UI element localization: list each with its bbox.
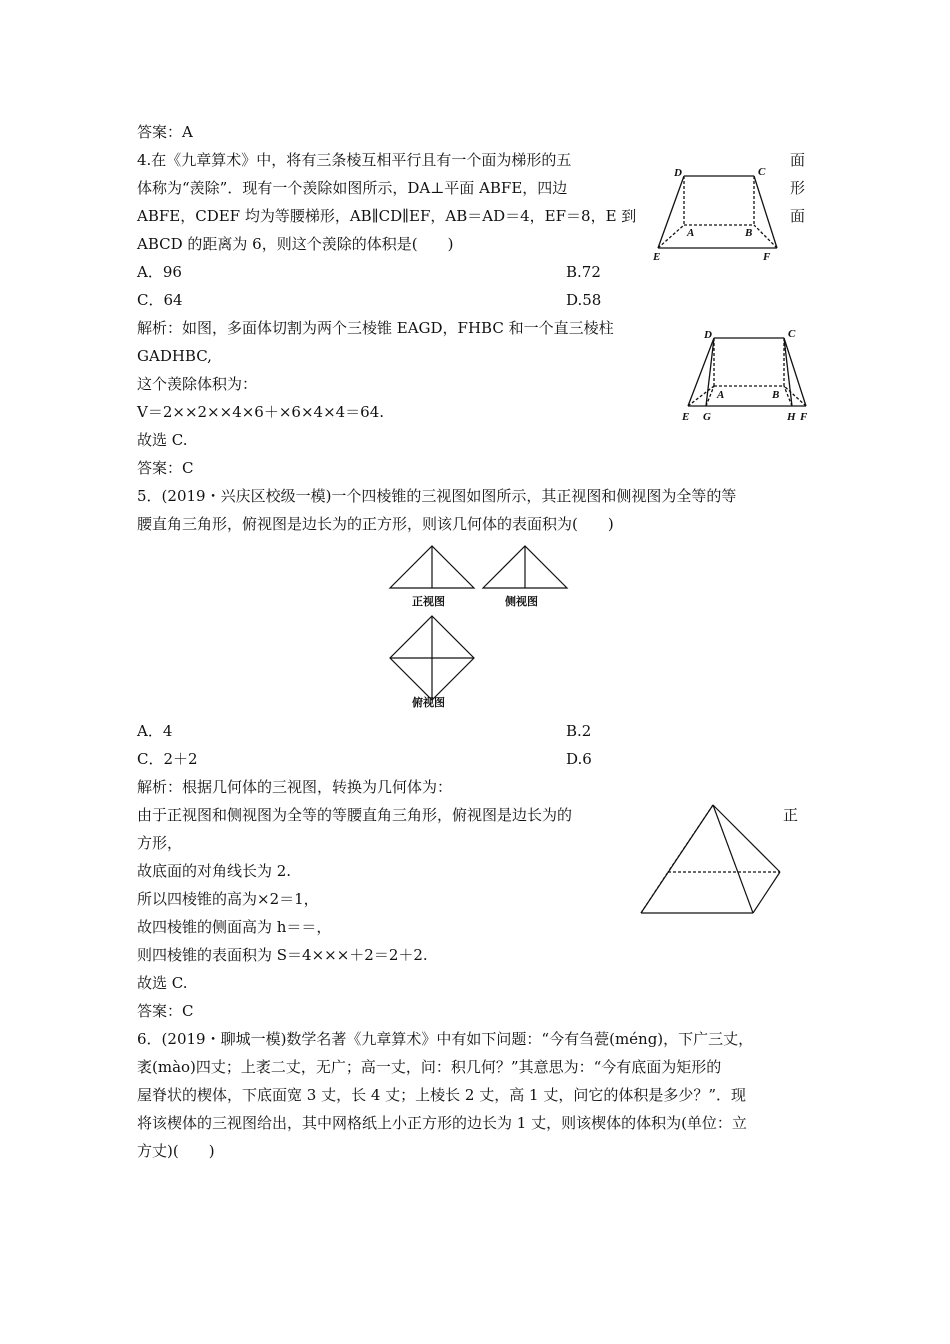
label-f: F — [800, 411, 808, 423]
text-line: 体称为“羡除”．现有一个羡除如图所示，DA⊥平面 ABFE，四边 — [137, 179, 568, 197]
side-view-caption: 侧视图 — [505, 595, 538, 608]
figure-xianchu — [650, 160, 782, 265]
label-e: E — [682, 411, 690, 423]
text-line: 将该楔体的三视图给出，其中网格纸上小正方形的边长为 1 丈，则该楔体的体积为(单位：立 — [137, 1114, 747, 1132]
text-line: 答案：A — [137, 123, 193, 141]
text-line: 方丈)( ) — [137, 1142, 215, 1160]
option-c: C．2＋2 — [137, 750, 198, 768]
top-view-caption: 俯视图 — [412, 696, 445, 709]
text-line: GADHBC, — [137, 347, 212, 365]
text-line: 解析：根据几何体的三视图，转换为几何体为： — [137, 778, 453, 796]
label-c: C — [788, 328, 796, 340]
label-a: A — [687, 227, 695, 239]
text-line: 腰直角三角形，俯视图是边长为的正方形，则该几何体的表面积为( ) — [137, 515, 614, 533]
text-line: 方形， — [137, 834, 183, 852]
text-line: 故选 C. — [137, 974, 188, 992]
figure-xianchu-cut — [676, 326, 816, 426]
option-a: A．96 — [137, 263, 182, 281]
text-line: 袤(mào)四丈；上袤二丈，无广；高一丈，问：积几何？”其意思为：“今有底面为矩形的 — [137, 1058, 722, 1076]
option-c: C．64 — [137, 291, 183, 309]
text-line: ABFE，CDEF 均为等腰梯形，AB∥CD∥EF，AB＝AD＝4，EF＝8，E 到 — [137, 207, 637, 225]
formula: V＝2××2××4×6＋×6×4×4＝64. — [137, 403, 385, 421]
text-line: 5．(2019・兴庆区校级一模)一个四棱锥的三视图如图所示，其正视图和侧视图为全等的等 — [137, 487, 737, 505]
option-d: D.6 — [566, 750, 592, 768]
label-d: D — [674, 167, 682, 179]
text-line: 形 — [790, 179, 806, 197]
text-line: 故底面的对角线长为 2. — [137, 862, 292, 880]
text-line: 解析：如图，多面体切割为两个三棱锥 EAGD，FHBC 和一个直三棱柱 — [137, 319, 614, 337]
text-line: 4.在《九章算术》中，将有三条棱互相平行且有一个面为梯形的五 — [137, 151, 572, 169]
text-line: 屋脊状的楔体，下底面宽 3 丈，长 4 丈；上棱长 2 丈，高 1 丈，问它的体积是多少？”．现 — [137, 1086, 746, 1104]
text-line: 所以四棱锥的高为×2＝1， — [137, 890, 319, 908]
formula: 则四棱锥的表面积为 S＝4×××＋2＝2＋2. — [137, 946, 428, 964]
option-a: A．4 — [137, 722, 173, 740]
text-line: 面 — [790, 151, 806, 169]
label-e: E — [653, 251, 661, 263]
figure-three-views — [385, 540, 580, 715]
label-h: H — [787, 411, 796, 423]
label-c: C — [758, 166, 766, 178]
label-g: G — [703, 411, 711, 423]
text-line: 故四棱锥的侧面高为 h＝＝， — [137, 918, 332, 936]
text-line: 面 — [790, 207, 806, 225]
answer: 答案：C — [137, 1002, 194, 1020]
figure-pyramid — [636, 800, 786, 920]
text-line: 由于正视图和侧视图为全等的等腰直角三角形，俯视图是边长为的 — [137, 806, 573, 824]
text-line: 故选 C. — [137, 431, 188, 449]
option-d: D.58 — [566, 291, 602, 309]
label-b: B — [745, 227, 753, 239]
label-a: A — [717, 389, 725, 401]
text-line: 正 — [783, 806, 799, 824]
option-b: B.2 — [566, 722, 592, 740]
text-line: 这个羡除体积为： — [137, 375, 258, 393]
front-view-caption: 正视图 — [412, 595, 445, 608]
label-f: F — [763, 251, 771, 263]
text-line: 6．(2019・聊城一模)数学名著《九章算术》中有如下问题：“今有刍甍(méng)，下广三丈， — [137, 1030, 754, 1048]
label-b: B — [772, 389, 780, 401]
option-b: B.72 — [566, 263, 601, 281]
text-line: ABCD 的距离为 6，则这个羡除的体积是( ) — [137, 235, 454, 253]
label-d: D — [704, 329, 712, 341]
answer: 答案：C — [137, 459, 194, 477]
